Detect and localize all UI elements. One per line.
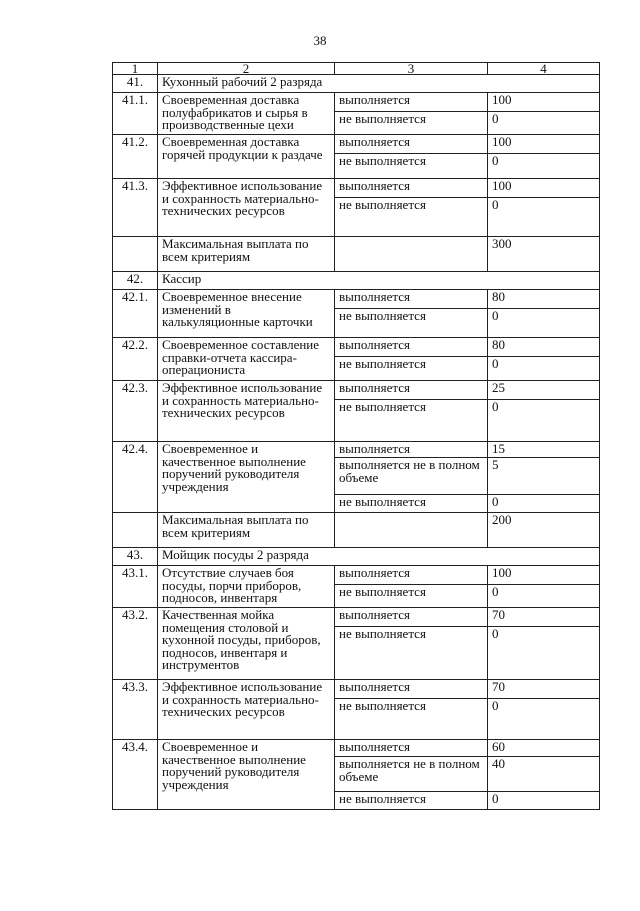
score-value: 40: [488, 757, 600, 792]
criterion-number: 43.4.: [113, 740, 158, 810]
status-cell: [335, 237, 488, 272]
criterion-row: [113, 179, 600, 198]
criterion-row: [113, 740, 600, 757]
status-label: выполняется не в полном объеме: [335, 757, 488, 792]
score-value: 0: [488, 198, 600, 237]
criterion-text: Эффективное использование и сохранность материально-технических ресурсов: [158, 381, 335, 442]
column-header: 4: [488, 63, 600, 75]
criteria-table: [112, 62, 600, 810]
criteria-table-body: [113, 63, 600, 810]
criterion-number: 42.1.: [113, 290, 158, 338]
status-label: выполняется: [335, 93, 488, 112]
criterion-row: [113, 93, 600, 112]
criterion-text: Своевременное составление справки-отчета кассира-операциониста: [158, 338, 335, 381]
criterion-text: Качественная мойка помещения столовой и кухонной посуды, приборов, подносов, инвентаря и инструментов: [158, 608, 335, 680]
criterion-row: [113, 608, 600, 627]
page-number: 38: [313, 33, 327, 48]
score-value: 0: [488, 154, 600, 179]
criterion-row: [113, 290, 600, 309]
criterion-text: Своевременное внесение изменений в калькуляционные карточки: [158, 290, 335, 338]
score-value: 60: [488, 740, 600, 757]
max-payment-score: 300: [488, 237, 600, 272]
section-header-row: [113, 75, 600, 93]
criterion-number: 42.4.: [113, 442, 158, 513]
section-header-row: [113, 548, 600, 566]
score-value: 0: [488, 495, 600, 513]
score-value: 0: [488, 699, 600, 740]
status-label: выполняется не в полном объеме: [335, 458, 488, 495]
column-header-row: [113, 63, 600, 75]
status-cell: [335, 513, 488, 548]
status-label: выполняется: [335, 680, 488, 699]
score-value: 80: [488, 290, 600, 309]
criterion-number: 43.2.: [113, 608, 158, 680]
status-label: выполняется: [335, 338, 488, 357]
status-label: выполняется: [335, 442, 488, 458]
criterion-number: 42.3.: [113, 381, 158, 442]
criterion-text: Своевременная доставка полуфабрикатов и сырья в производственные цехи: [158, 93, 335, 135]
status-label: не выполняется: [335, 585, 488, 608]
criterion-number: 42.2.: [113, 338, 158, 381]
section-number: 43.: [113, 548, 158, 566]
max-payment-label: Максимальная выплата по всем критериям: [158, 237, 335, 272]
criterion-text: Своевременное и качественное выполнение поручений руководителя учреждения: [158, 442, 335, 513]
section-title: Кассир: [158, 272, 600, 290]
score-value: 100: [488, 93, 600, 112]
section-header-row: [113, 272, 600, 290]
score-value: 100: [488, 135, 600, 154]
row-number-cell: [113, 513, 158, 548]
status-label: не выполняется: [335, 154, 488, 179]
criterion-text: Эффективное использование и сохранность материально-технических ресурсов: [158, 680, 335, 740]
criterion-row: [113, 135, 600, 154]
score-value: 0: [488, 357, 600, 381]
criterion-text: Отсутствие случаев боя посуды, порчи приборов, подносов, инвентаря: [158, 566, 335, 608]
status-label: выполняется: [335, 179, 488, 198]
criterion-row: [113, 442, 600, 458]
criterion-text: Эффективное использование и сохранность материально-технических ресурсов: [158, 179, 335, 237]
score-value: 0: [488, 585, 600, 608]
column-header: 3: [335, 63, 488, 75]
criterion-row: [113, 680, 600, 699]
row-number-cell: [113, 237, 158, 272]
score-value: 0: [488, 627, 600, 680]
criterion-number: 41.1.: [113, 93, 158, 135]
score-value: 0: [488, 112, 600, 135]
status-label: не выполняется: [335, 198, 488, 237]
status-label: выполняется: [335, 135, 488, 154]
score-value: 0: [488, 400, 600, 442]
criterion-number: 41.3.: [113, 179, 158, 237]
criterion-row: [113, 338, 600, 357]
score-value: 70: [488, 680, 600, 699]
max-payment-label: Максимальная выплата по всем критериям: [158, 513, 335, 548]
status-label: выполняется: [335, 381, 488, 400]
criterion-number: 43.3.: [113, 680, 158, 740]
criterion-text: Своевременное и качественное выполнение поручений руководителя учреждения: [158, 740, 335, 810]
criterion-row: [113, 566, 600, 585]
max-payment-row: [113, 513, 600, 548]
status-label: не выполняется: [335, 699, 488, 740]
criterion-row: [113, 381, 600, 400]
status-label: не выполняется: [335, 627, 488, 680]
status-label: выполняется: [335, 740, 488, 757]
score-value: 100: [488, 566, 600, 585]
score-value: 5: [488, 458, 600, 495]
status-label: не выполняется: [335, 792, 488, 810]
section-number: 41.: [113, 75, 158, 93]
score-value: 15: [488, 442, 600, 458]
status-label: не выполняется: [335, 400, 488, 442]
score-value: 25: [488, 381, 600, 400]
status-label: не выполняется: [335, 495, 488, 513]
column-header: 1: [113, 63, 158, 75]
status-label: не выполняется: [335, 309, 488, 338]
score-value: 0: [488, 792, 600, 810]
section-title: Кухонный рабочий 2 разряда: [158, 75, 600, 93]
status-label: выполняется: [335, 608, 488, 627]
score-value: 70: [488, 608, 600, 627]
status-label: не выполняется: [335, 357, 488, 381]
criterion-text: Своевременная доставка горячей продукции к раздаче: [158, 135, 335, 179]
section-number: 42.: [113, 272, 158, 290]
section-title: Мойщик посуды 2 разряда: [158, 548, 600, 566]
status-label: выполняется: [335, 566, 488, 585]
max-payment-row: [113, 237, 600, 272]
criterion-number: 43.1.: [113, 566, 158, 608]
score-value: 100: [488, 179, 600, 198]
score-value: 0: [488, 309, 600, 338]
column-header: 2: [158, 63, 335, 75]
criterion-number: 41.2.: [113, 135, 158, 179]
status-label: не выполняется: [335, 112, 488, 135]
status-label: выполняется: [335, 290, 488, 309]
score-value: 80: [488, 338, 600, 357]
max-payment-score: 200: [488, 513, 600, 548]
